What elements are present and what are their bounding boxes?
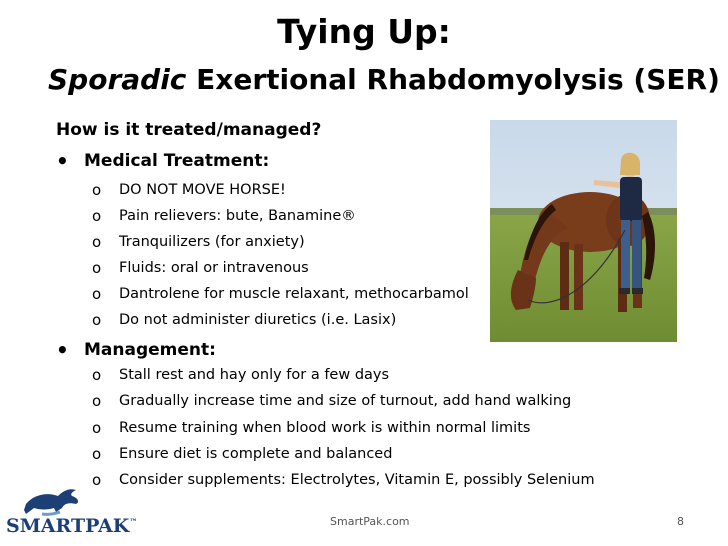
title-rest: Exertional Rhabdomyolysis (SER)	[186, 63, 720, 96]
bullet-icon: •	[56, 149, 69, 173]
circle-bullet-icon: o	[92, 445, 102, 463]
smartpak-logo-text: SMARTPAK™	[6, 515, 138, 537]
running-horse-logo-icon	[6, 482, 116, 516]
bullet-icon: •	[56, 338, 69, 362]
slide-title-line1: Tying Up:	[277, 12, 451, 51]
title-italic-word: Sporadic	[48, 63, 187, 96]
section-heading: Management:	[84, 340, 216, 360]
page-number: 8	[677, 515, 684, 528]
circle-bullet-icon: o	[92, 419, 102, 437]
footer-text: SmartPak.com	[330, 515, 410, 528]
slide-title-line2	[48, 62, 720, 98]
circle-bullet-icon: o	[92, 233, 102, 251]
question-heading: How is it treated/managed?	[56, 120, 322, 140]
circle-bullet-icon: o	[92, 392, 102, 410]
circle-bullet-icon: o	[92, 181, 102, 199]
horse-and-handler-image	[490, 120, 677, 342]
section-heading: Medical Treatment:	[84, 151, 270, 171]
circle-bullet-icon: o	[92, 285, 102, 303]
horse-photo	[490, 120, 677, 342]
circle-bullet-icon: o	[92, 207, 102, 225]
circle-bullet-icon: o	[92, 366, 102, 384]
circle-bullet-icon: o	[92, 471, 102, 489]
circle-bullet-icon: o	[92, 311, 102, 329]
circle-bullet-icon: o	[92, 259, 102, 277]
